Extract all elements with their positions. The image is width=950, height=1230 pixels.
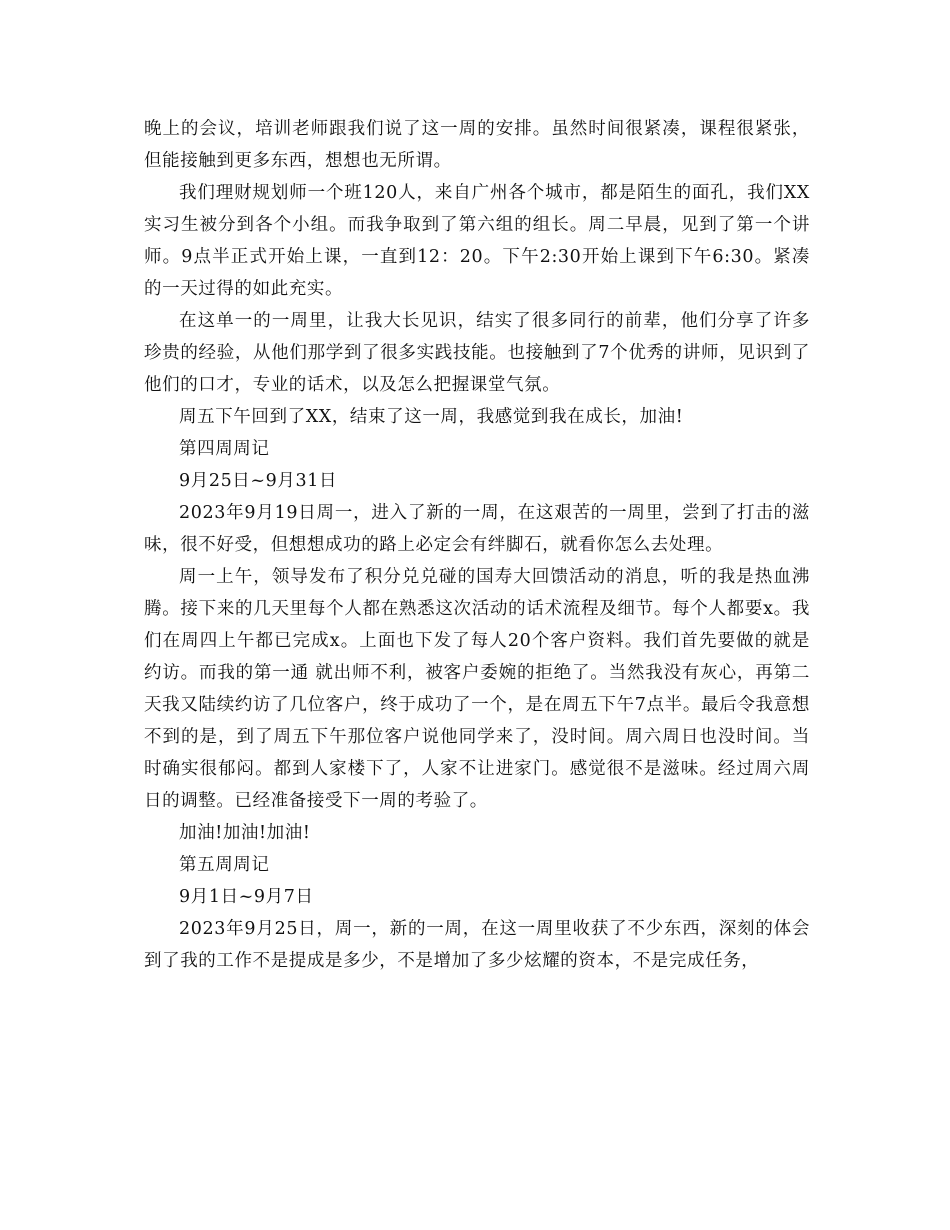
paragraph-meeting: 晚上的会议，培训老师跟我们说了这一周的安排。虽然时间很紧凑，课程很紧张，但能接触到更多东西，想想也无所谓。 xyxy=(144,119,810,171)
heading-week-five: 第五周周记 xyxy=(179,855,270,875)
paragraph-week-four-monday: 2023年9月19日周一，进入了新的一周，在这艰苦的一周里，尝到了打击的滋味，很不好受，但想想成功的路上必定会有绊脚石，就看你怎么去处理。 xyxy=(144,503,810,555)
paragraph-week-insight: 在这单一的一周里，让我大长见识，结实了很多同行的前辈，他们分享了许多珍贵的经验，从他们那学到了很多实践技能。也接触到了7个优秀的讲师，见识到了他们的口才，专业的话术，以及怎么把握课堂气氛。 xyxy=(144,311,810,395)
paragraph-cheer: 加油!加油!加油! xyxy=(179,823,311,843)
date-range-week-five: 9月1日~9月7日 xyxy=(179,887,314,907)
paragraph-friday-return: 周五下午回到了XX，结束了这一周，我感觉到我在成长，加油! xyxy=(179,407,684,427)
paragraph-week-four-activity: 周一上午，领导发布了积分兑兑碰的国寿大回馈活动的消息，听的我是热血沸腾。接下来的几天里每个人都在熟悉这次活动的话术流程及细节。每个人都要x。我们在周四上午都已完成x。上面也下发了每人20个客户资料。我们首先要做的就是 约访。而我的第一通 就出师不利，被客户委婉的拒绝了。当然我没有灰心，再第二天我又陆续约访了几位客户，终于成功了一个，是在周五下午7点半。最后令我意想不到的是，到了周五下午那位客户说他同学来了，没时间。周六周日也没时间。当时确实很郁闷。都到人家楼下了，人家不让进家门。感觉很不是滋味。经过周六周日的调整。已经准备接受下一周的考验了。 xyxy=(144,567,810,811)
document-page xyxy=(144,113,810,977)
date-range-week-four: 9月25日~9月31日 xyxy=(179,471,338,491)
paragraph-class-intro: 我们理财规划师一个班120人，来自广州各个城市，都是陌生的面孔，我们XX实习生被分到各个小组。而我争取到了第六组的组长。周二早晨，见到了第一个讲师。9点半正式开始上课，一直到12：20。下午2:30开始上课到下午6:30。紧凑的一天过得的如此充实。 xyxy=(144,183,810,299)
paragraph-week-five-monday: 2023年9月25日，周一，新的一周，在这一周里收获了不少东西，深刻的体会到了我的工作不是提成是多少，不是增加了多少炫耀的资本，不是完成任务， xyxy=(144,919,810,971)
heading-week-four: 第四周周记 xyxy=(179,439,270,459)
